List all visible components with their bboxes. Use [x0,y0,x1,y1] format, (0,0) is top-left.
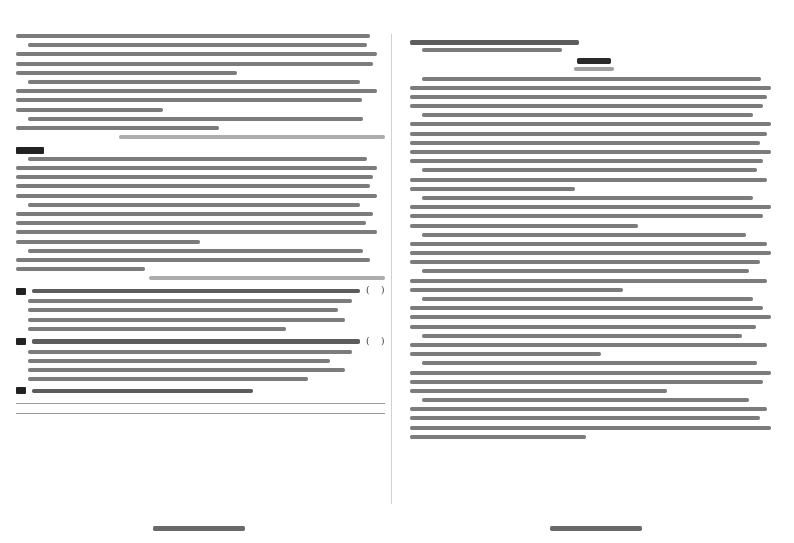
story-text [410,77,779,439]
left-page [16,34,392,504]
passage-continuation [16,34,385,130]
question-5: ( ) [16,337,385,347]
section-heading [410,40,779,45]
question-6 [16,387,385,394]
answer-lines [16,403,385,414]
material-passage [16,157,385,271]
right-page-number [550,526,642,531]
source-note [16,276,385,280]
right-page [410,34,779,504]
question-4: ( ) [16,286,385,296]
story-title [410,58,779,71]
source-note [16,135,385,139]
question-5-options [16,350,385,382]
left-page-number [153,526,245,531]
question-4-options [16,299,385,331]
material-heading [16,147,385,154]
section-instruction [410,48,779,52]
two-column-layout [16,34,778,504]
page-footer [0,526,794,531]
